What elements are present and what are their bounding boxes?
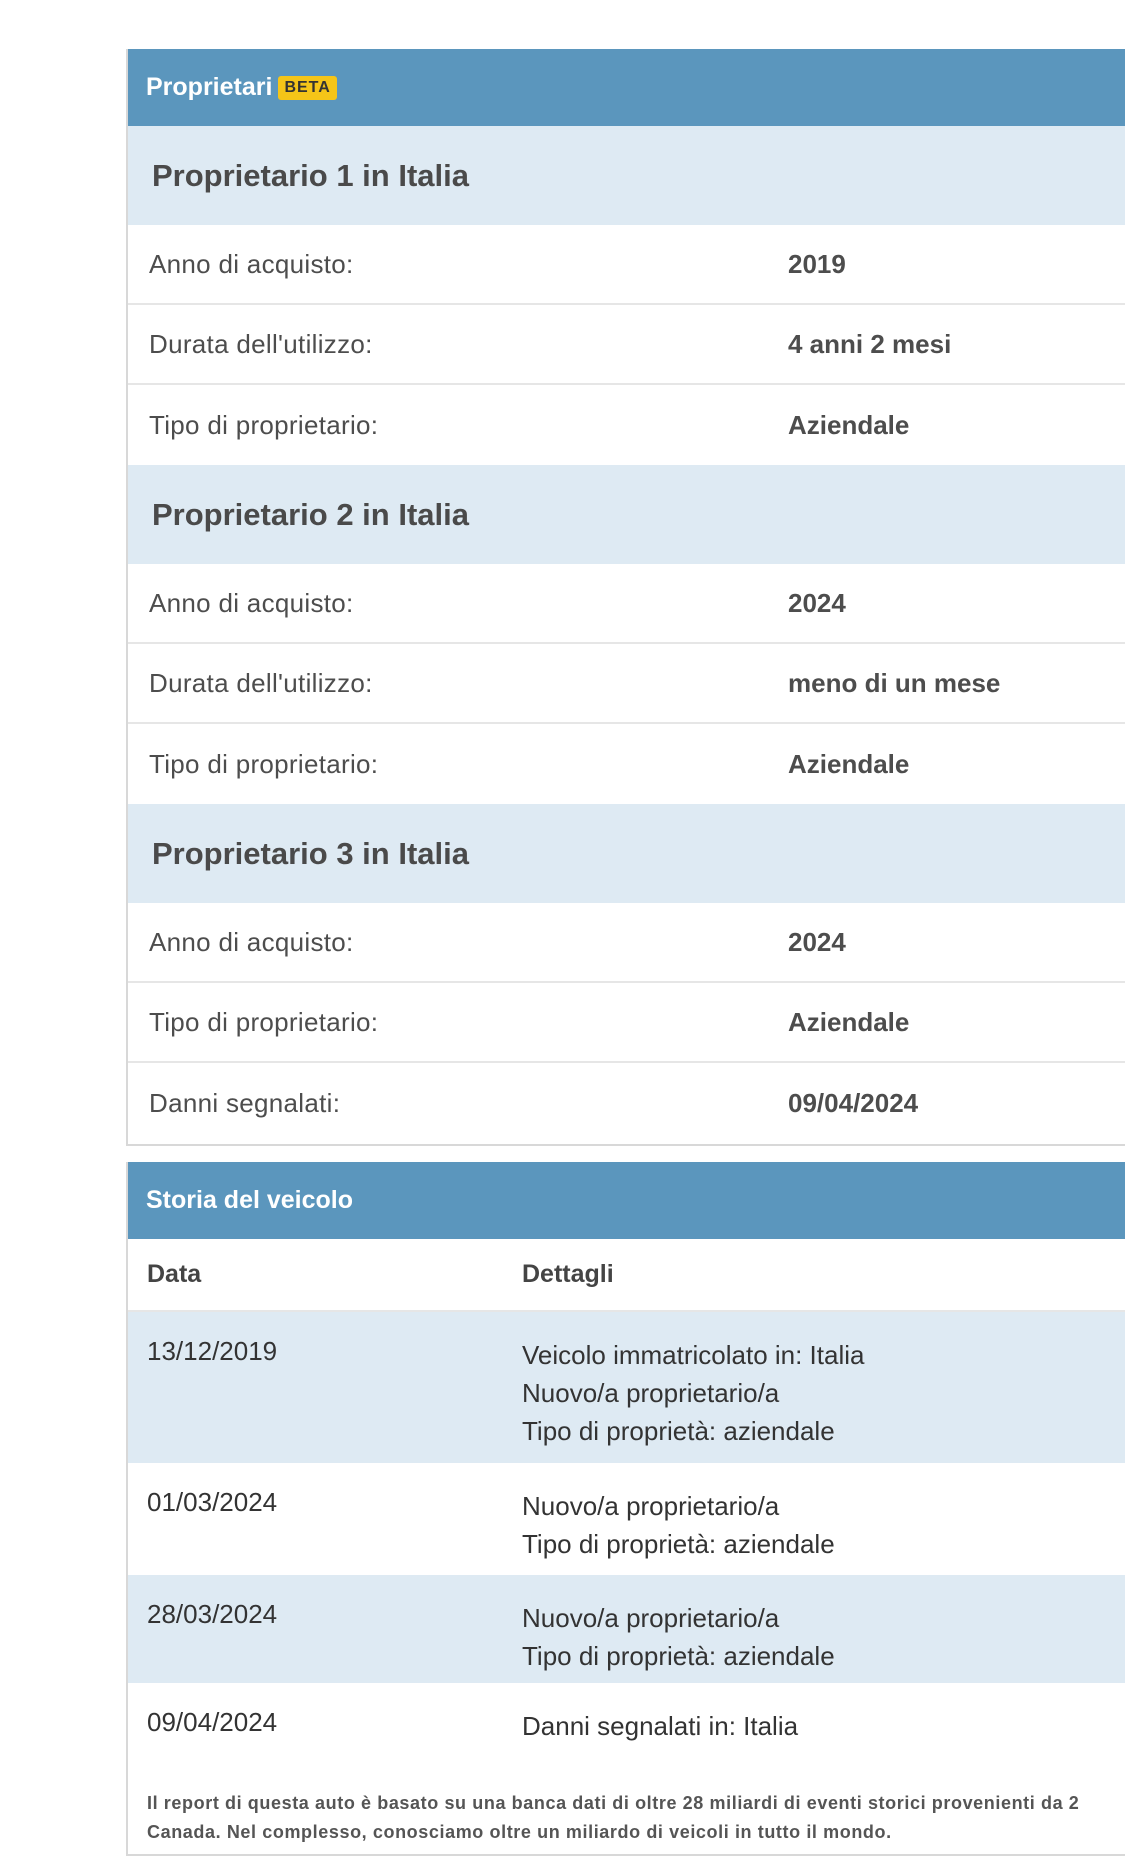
owner-row	[128, 564, 1125, 644]
owner-row	[128, 305, 1125, 385]
row-value: Aziendale	[788, 1006, 910, 1037]
history-header	[128, 1162, 1125, 1239]
col-date-header: Data	[147, 1260, 202, 1288]
event-details	[522, 1575, 1125, 1683]
row-value: Aziendale	[788, 748, 910, 779]
event-details	[522, 1463, 1125, 1575]
owner-row	[128, 983, 1125, 1063]
history-row	[128, 1312, 1125, 1463]
owner-block-2	[128, 465, 1125, 804]
event-detail-line: Tipo di proprietà: aziendale	[522, 1641, 835, 1671]
event-detail-line: Veicolo immatricolato in: Italia	[522, 1340, 865, 1370]
report-footnote	[147, 1789, 1125, 1847]
row-value: 2019	[788, 248, 846, 279]
beta-badge: BETA	[278, 76, 336, 100]
row-value: 2024	[788, 926, 846, 957]
row-value: 09/04/2024	[788, 1087, 919, 1118]
owner-row	[128, 1063, 1125, 1143]
history-row	[128, 1683, 1125, 1773]
history-panel	[126, 1162, 1125, 1856]
owner-heading: Proprietario 1 in Italia	[128, 126, 1125, 225]
event-details	[522, 1683, 1125, 1773]
owner-row	[128, 644, 1125, 724]
row-label: Tipo di proprietario:	[149, 1006, 379, 1037]
owner-row	[128, 385, 1125, 465]
row-label: Tipo di proprietario:	[149, 748, 379, 779]
row-label: Anno di acquisto:	[149, 248, 354, 279]
owners-title: Proprietari	[146, 73, 273, 101]
footnote-line: Canada. Nel complesso, conosciamo oltre un miliardo di veicoli in tutto il mondo.	[147, 1822, 892, 1842]
footnote-line: Il report di questa auto è basato su una banca dati di oltre 28 miliardi di eventi storici provenienti da 2	[147, 1793, 1080, 1813]
event-date: 13/12/2019	[147, 1336, 278, 1366]
row-label: Durata dell'utilizzo:	[149, 328, 373, 359]
row-label: Anno di acquisto:	[149, 926, 354, 957]
event-detail-line: Nuovo/a proprietario/a	[522, 1603, 780, 1633]
history-row	[128, 1575, 1125, 1683]
owner-block-1	[128, 126, 1125, 465]
col-details-header: Dettagli	[522, 1260, 614, 1288]
history-title: Storia del veicolo	[146, 1186, 354, 1214]
row-label: Anno di acquisto:	[149, 587, 354, 618]
event-detail-line: Tipo di proprietà: aziendale	[522, 1529, 835, 1559]
owner-row	[128, 724, 1125, 804]
owner-row	[128, 225, 1125, 305]
row-label: Danni segnalati:	[149, 1087, 341, 1118]
owners-header	[128, 49, 1125, 126]
owner-heading: Proprietario 3 in Italia	[128, 804, 1125, 903]
row-value: Aziendale	[788, 409, 910, 440]
owner-row	[128, 903, 1125, 983]
owners-panel	[126, 49, 1125, 1146]
row-value: meno di un mese	[788, 667, 1001, 698]
event-date: 01/03/2024	[147, 1487, 278, 1517]
event-details	[522, 1312, 1125, 1463]
history-column-header	[128, 1239, 1125, 1312]
row-label: Durata dell'utilizzo:	[149, 667, 373, 698]
event-detail-line: Nuovo/a proprietario/a	[522, 1491, 780, 1521]
owner-block-3	[128, 804, 1125, 1143]
row-label: Tipo di proprietario:	[149, 409, 379, 440]
row-value: 2024	[788, 587, 846, 618]
event-date: 09/04/2024	[147, 1707, 278, 1737]
event-date: 28/03/2024	[147, 1599, 278, 1629]
event-detail-line: Tipo di proprietà: aziendale	[522, 1416, 835, 1446]
event-detail-line: Danni segnalati in: Italia	[522, 1711, 799, 1741]
event-detail-line: Nuovo/a proprietario/a	[522, 1378, 780, 1408]
row-value: 4 anni 2 mesi	[788, 328, 952, 359]
owner-heading: Proprietario 2 in Italia	[128, 465, 1125, 564]
history-row	[128, 1463, 1125, 1575]
